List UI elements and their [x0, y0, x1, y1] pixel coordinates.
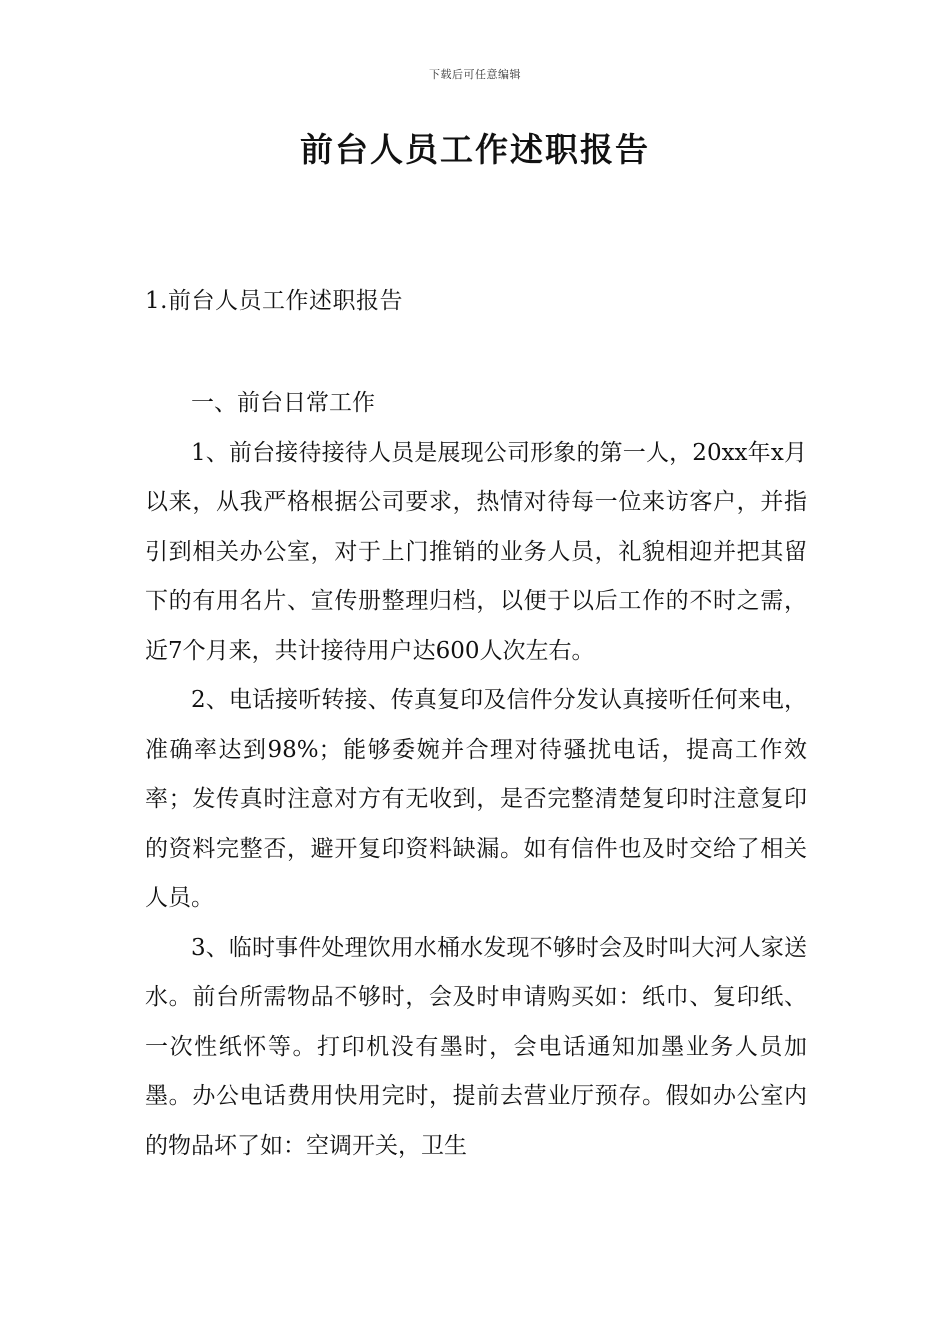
header-note: 下载后可任意编辑 — [429, 68, 521, 81]
subheading-daily-work: 一、前台日常工作 — [191, 390, 375, 416]
section-heading: 1.前台人员工作述职报告 — [145, 288, 403, 314]
paragraph-incidents: 3、临时事件处理饮用水桶水发现不够时会及时叫大河人家送水。前台所需物品不够时，会及时申请购买如：纸巾、复印纸、一次性纸怀等。打印机没有墨时，会电话通知加墨业务人员加墨。办公电话费用快用完时，提前去营业厅预存。假如办公室内的物品坏了如：空调开关，卫生 — [145, 934, 807, 1159]
paragraph-phone-fax: 2、电话接听转接、传真复印及信件分发认真接听任何来电，准确率达到98%；能够委婉并合理对待骚扰电话，提高工作效率；发传真时注意对方有无收到，是否完整清楚复印时注意复印的资料完整否，避开复印资料缺漏。如有信件也及时交给了相关人员。 — [145, 687, 807, 911]
paragraph-reception: 1、前台接待接待人员是展现公司形象的第一人，20xx年x月以来，从我严格根据公司要求，热情对待每一位来访客户，并指引到相关办公室，对于上门推销的业务人员，礼貌相迎并把其留下的有用名片、宣传册整理归档，以便于以后工作的不时之需，近7个月来，共计接待用户达600人次左右。 — [145, 439, 807, 664]
document-body — [145, 379, 807, 1171]
document-title: 前台人员工作述职报告 — [300, 130, 650, 169]
